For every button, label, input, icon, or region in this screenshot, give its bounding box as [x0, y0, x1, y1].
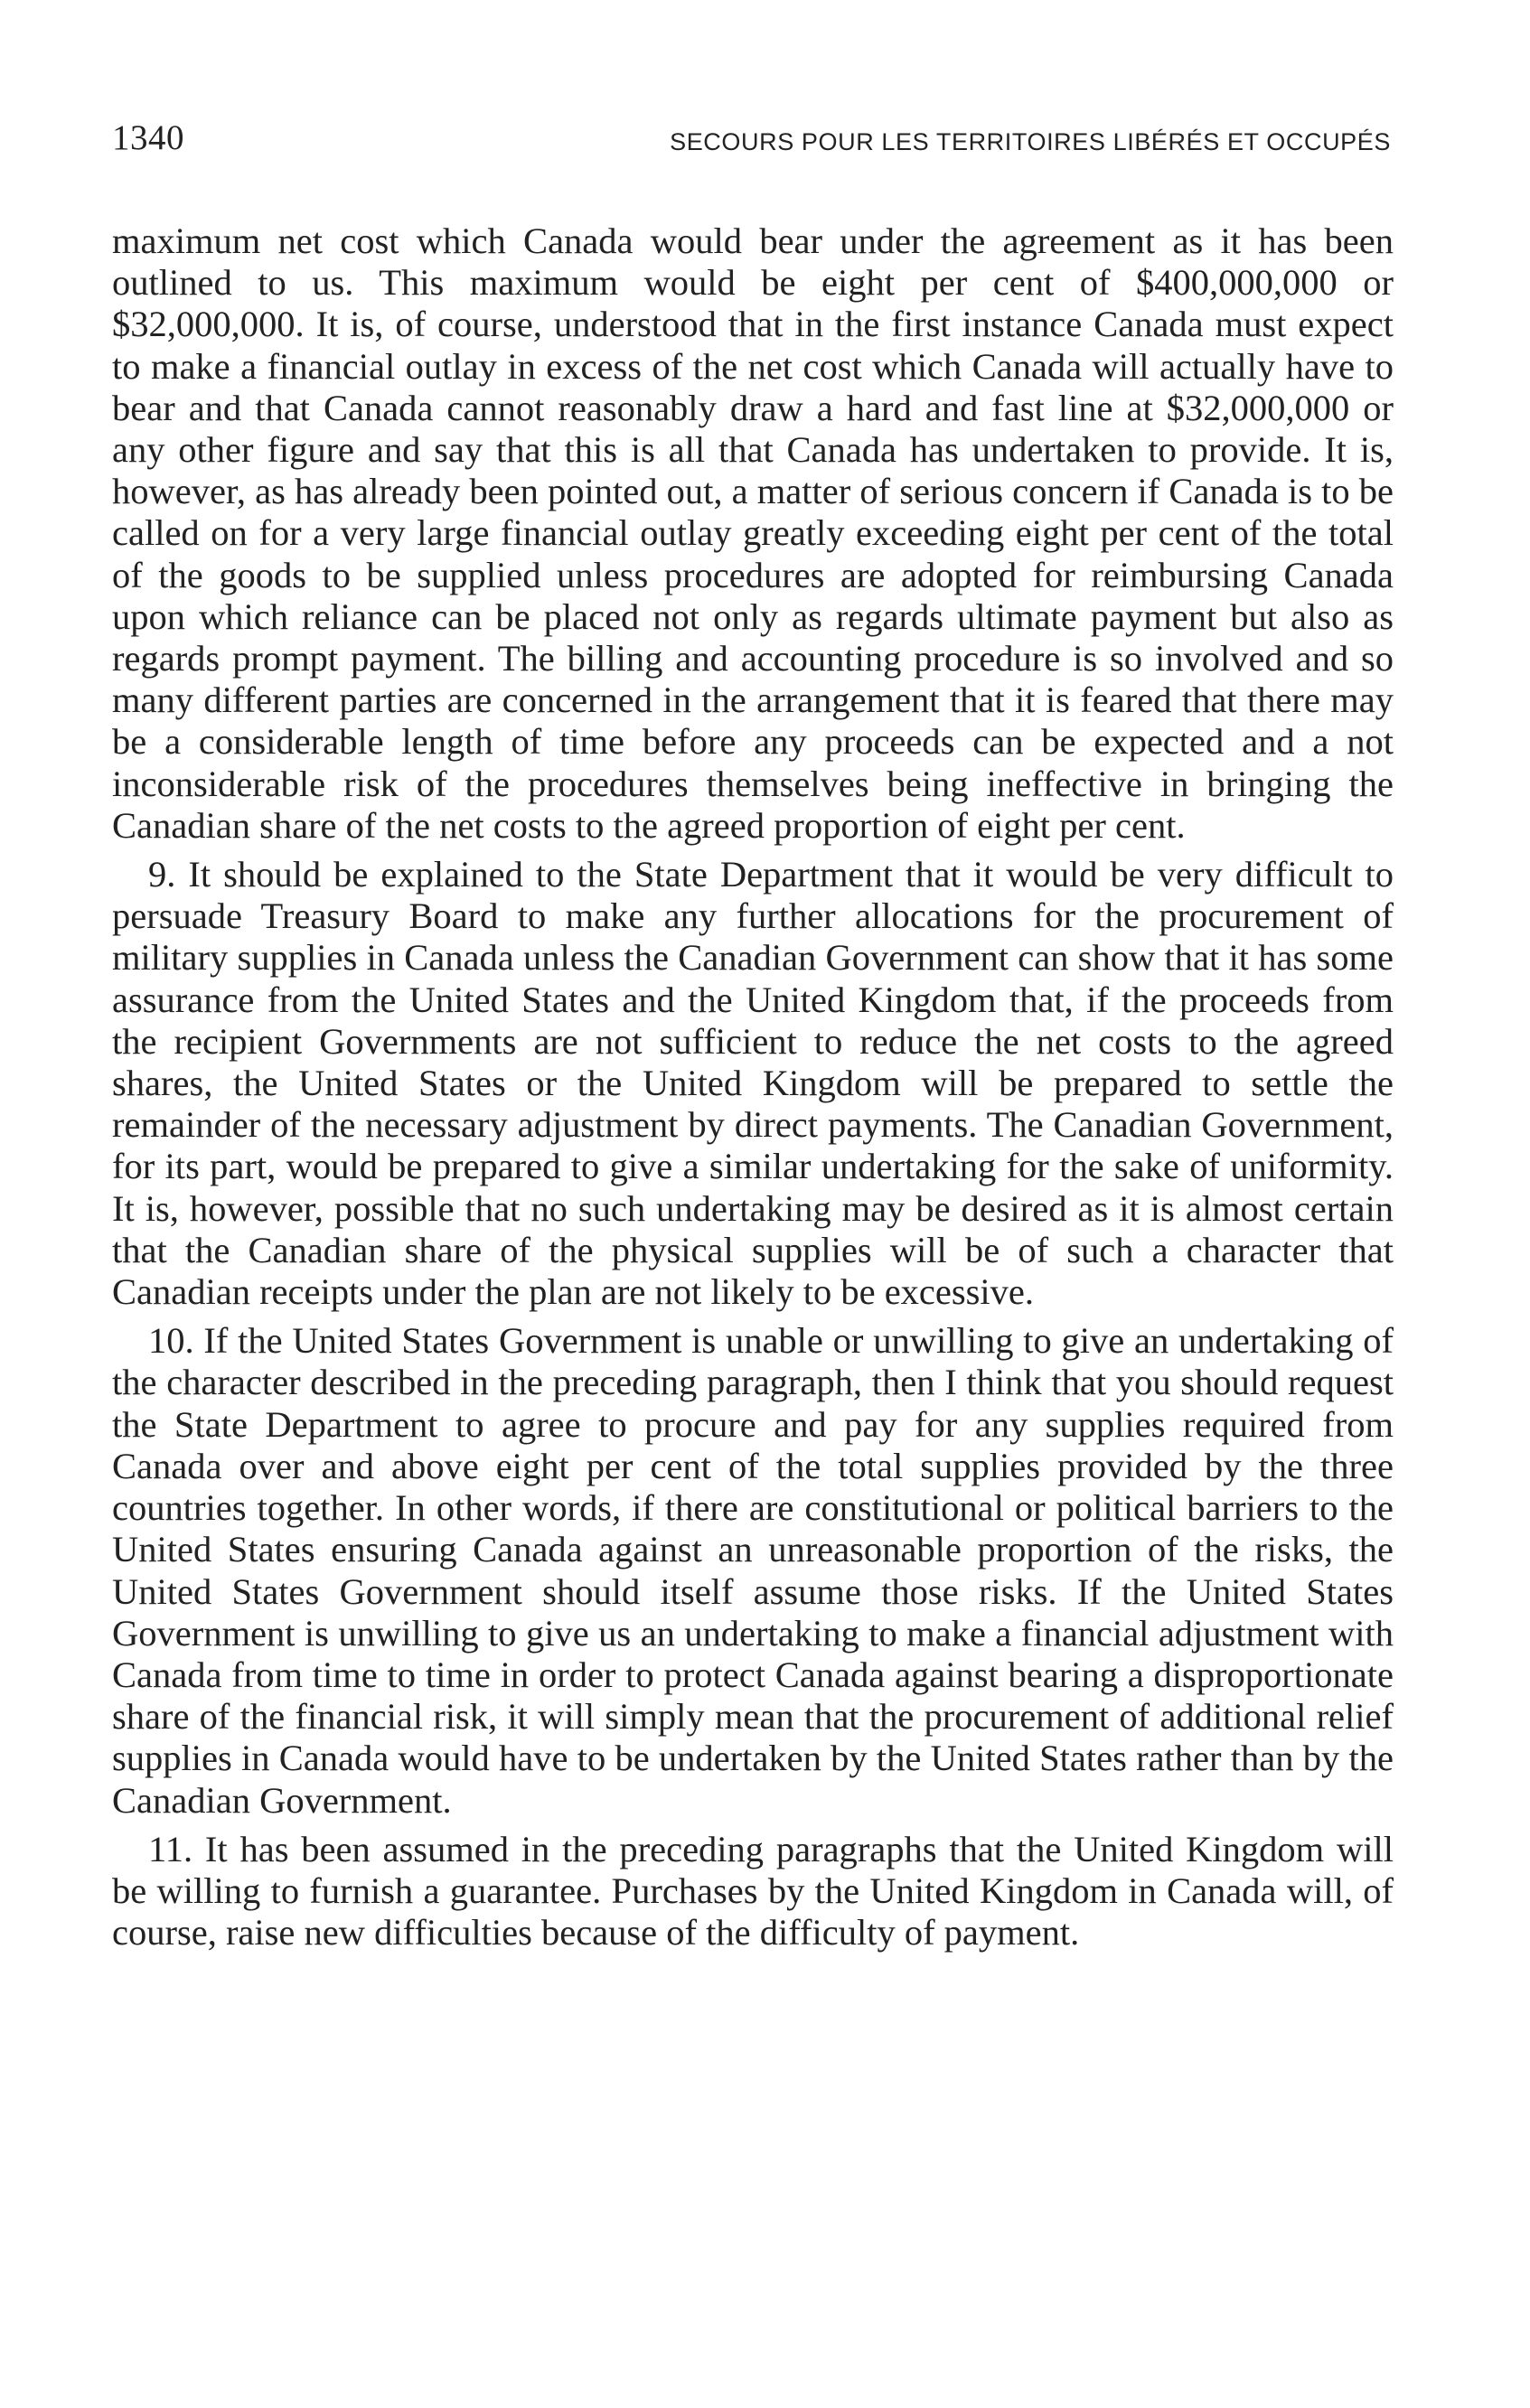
paragraph-9: 9. It should be explained to the State Department that it would be very difficult to persuade Treasury Board to make any further allocations for the procurement of military supplies in Canada unless the Canadian Government can show that it has some assurance from the United States and the United Kingdom that, if the proceeds from the recipient Governments are not sufficient to reduce the net costs to the agreed shares, the United States or the United Kingdom will be prepared to settle the remainder of the necessary adjustment by direct payments. The Canadian Government, for its part, would be prepared to give a similar undertaking for the sake of uniformity. It is, however, possible that no such undertaking may be desired as it is almost certain that the Canadian share of the physical supplies will be of such a character that Canadian receipts under the plan are not likely to be excessive. — [112, 854, 1394, 1313]
paragraph-10: 10. If the United States Government is unable or unwilling to give an undertaking of the character described in the preceding paragraph, then I think that you should request the State Department to agree to procure and pay for any supplies required from Canada over and above eight per cent of the total supplies provided by the three countries together. In other words, if there are constitutional or political barriers to the United States ensuring Canada against an unreasonable proportion of the risks, the United States Government should itself assume those risks. If the United States Government is unwilling to give us an undertaking to make a financial adjustment with Canada from time to time in order to protect Canada against bearing a disproportionate share of the financial risk, it will simply mean that the procurement of additional relief supplies in Canada would have to be undertaken by the United States rather than by the Canadian Government. — [112, 1320, 1394, 1821]
document-body — [112, 220, 1394, 1961]
paragraph-11: 11. It has been assumed in the preceding paragraphs that the United Kingdom will be willing to furnish a guarantee. Purchases by the United Kingdom in Canada will, of course, raise new difficulties because of the difficulty of payment. — [112, 1828, 1394, 1954]
page-header — [112, 116, 1391, 161]
running-title: SECOURS POUR LES TERRITOIRES LIBÉRÉS ET OCCUPÉS — [670, 128, 1391, 155]
page-number: 1340 — [112, 118, 184, 157]
paragraph-continuation: maximum net cost which Canada would bear under the agreement as it has been outlined to us. This maximum would be eight per cent of $400,000,000 or $32,000,000. It is, of course, understood that in the first instance Canada must expect to make a financial outlay in excess of the net cost which Canada will actually have to bear and that Canada cannot reasonably draw a hard and fast line at $32,000,000 or any other figure and say that this is all that Canada has undertaken to provide. It is, however, as has already been pointed out, a matter of serious concern if Canada is to be called on for a very large financial outlay greatly exceeding eight per cent of the total of the goods to be supplied unless procedures are adopted for reimbursing Canada upon which reliance can be placed not only as regards ultimate payment but also as regards prompt payment. The billing and accounting procedure is so involved and so many different parties are concerned in the arrangement that it is feared that there may be a considerable length of time before any proceeds can be expected and a not inconsiderable risk of the procedures themselves being ineffective in bringing the Canadian share of the net costs to the agreed proportion of eight per cent. — [112, 220, 1394, 846]
